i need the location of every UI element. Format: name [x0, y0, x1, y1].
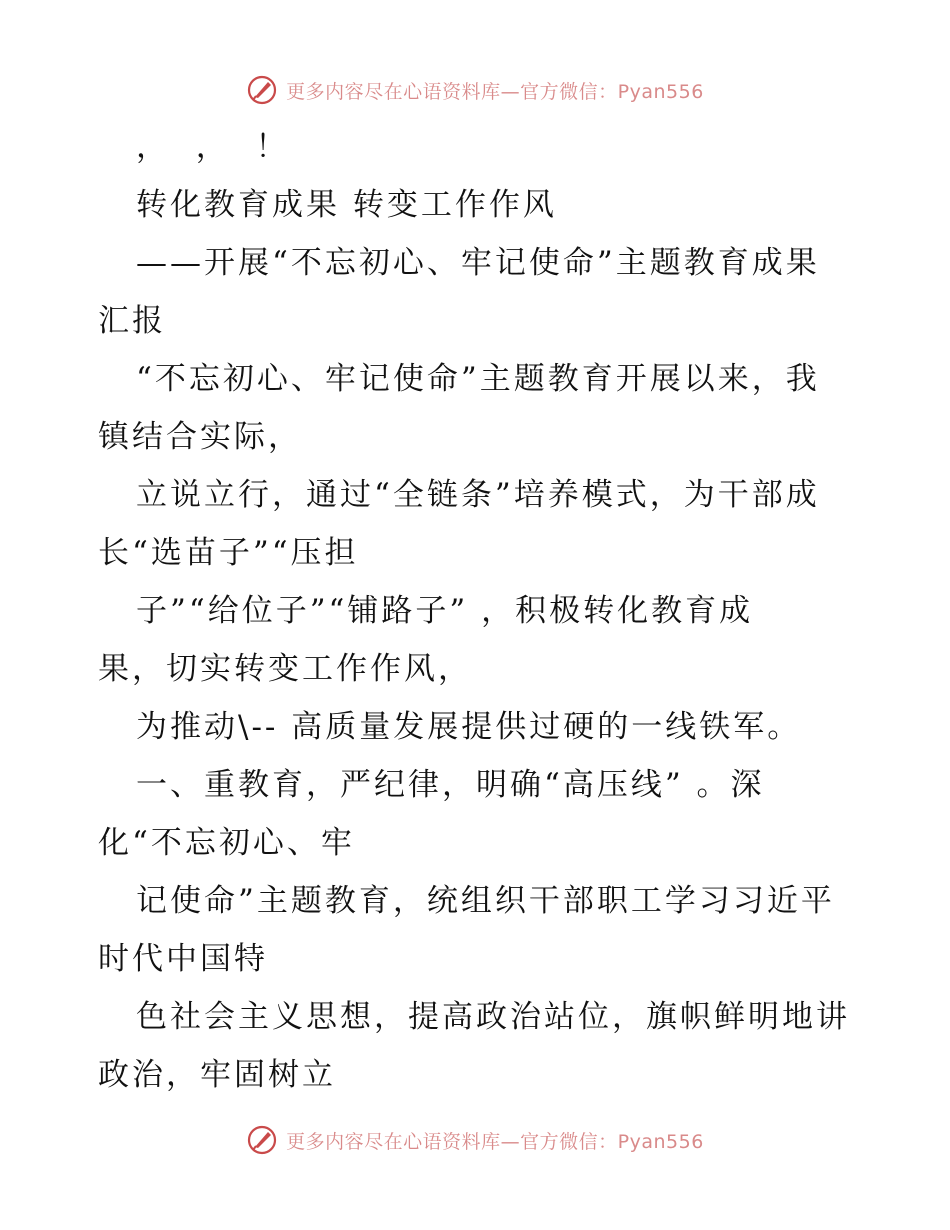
document-title: 转化教育成果 转变工作作风 [136, 187, 557, 223]
text-line: 化“不忘初心、牢 [98, 825, 355, 861]
header-banner-text: 更多内容尽在心语资料库—官方微信：Pyan556 [286, 80, 704, 103]
quill-pen-circle-icon [246, 1124, 278, 1156]
document-subtitle: ——开展“不忘初心、牢记使命”主题教育成果 [136, 245, 820, 281]
text-line: “不忘初心、牢记使命”主题教育开展以来，我 [136, 361, 820, 397]
text-line: 立说立行，通过“全链条”培养模式，为干部成 [136, 477, 820, 513]
document-body [0, 118, 950, 1108]
text-line: 长“选苗子”“压担 [98, 535, 359, 571]
text-line: 时代中国特 [98, 941, 268, 977]
text-line: 政治，牢固树立 [98, 1057, 336, 1093]
text-line: 果，切实转变工作作风， [98, 651, 472, 687]
text-line: 镇结合实际， [98, 419, 302, 455]
text-line: 子”“给位子”“铺路子” ，积极转化教育成 [136, 593, 754, 629]
footer-watermark-banner [0, 1120, 950, 1160]
text-line: 记使命”主题教育，统组织干部职工学习习近平 [136, 883, 835, 919]
header-watermark-banner [0, 70, 950, 110]
text-line: ， ， ！ [136, 129, 290, 165]
footer-banner-text: 更多内容尽在心语资料库—官方微信：Pyan556 [286, 1130, 704, 1153]
text-line: 色社会主义思想，提高政治站位，旗帜鲜明地讲 [136, 999, 850, 1035]
section-heading: 一、重教育，严纪律，明确“高压线” 。深 [136, 767, 765, 803]
document-subtitle-continued: 汇报 [98, 303, 166, 339]
text-line: 为推动\-- 高质量发展提供过硬的一线铁军。 [136, 709, 802, 745]
quill-pen-circle-icon [246, 74, 278, 106]
